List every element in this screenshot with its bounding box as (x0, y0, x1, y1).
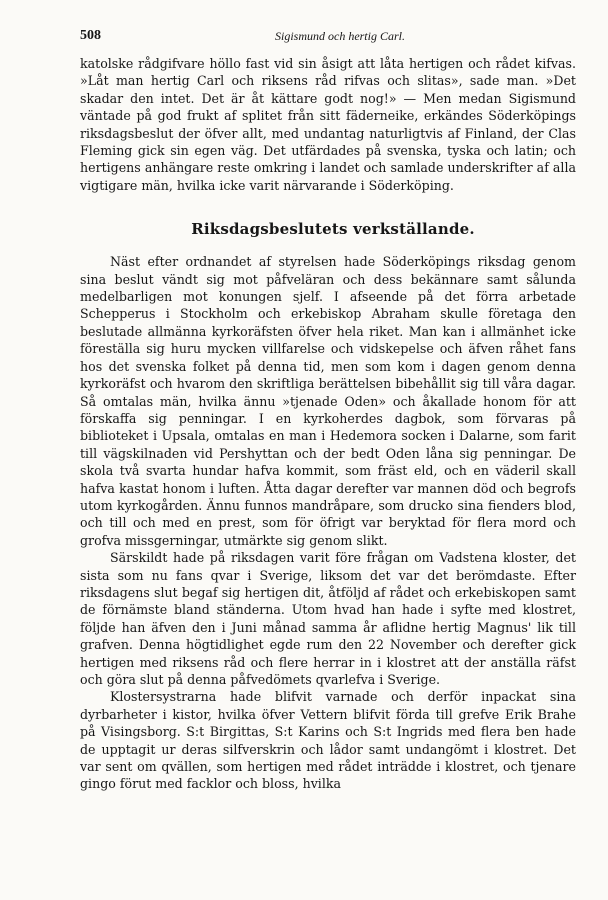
paragraph-klostersystrarna: Klostersystrarna hade blifvit varnade och derför inpackat sina dyrbarheter i kistor, hvilka öfver Vettern blifvit förda till grefve Erik Brahe på Visingsborg. S:t Birgittas, S:t Karins och S:t Ingrids med flera ben hade de upptagit ur deras silfverskrin och lådor samt undangömt i klostret. Det var sent om qvällen, som hertigen med rådet inträdde i klostret, och tjenare gingo förut med facklor och bloss, hvilka (80, 689, 576, 792)
page-header (80, 28, 580, 48)
spacer (80, 194, 576, 219)
paragraph-kyrkorafst: Näst efter ordnandet af styrelsen hade Söderköpings riksdag genom sina beslut vändt sig mot påfveläran och dess bekännare samt sålunda medelbarligen mot konungen sjelf. I afseende på det förra arbetade Schepperus i Stockholm och erkebiskop Abraham skulle företaga den beslutade allmänna kyrkoräfsten öfver hela riket. Man kan i allmänhet icke föreställa sig huru mycken villfarelse och vidskepelse och äfven råhet fans hos det svenska folket på denna tid, men som kom i dagen genom denna kyrkoräfst och hvarom den skriftliga berättelsen bibehållit sig till våra dagar. Så omtalas män, hvilka ännu »tjenade Oden» och åkallade honom för att förskaffa sig penningar. I en kyrkoherdes dagbok, som förvaras på biblioteket i Upsala, omtalas en man i Hedemora socken i Dalarne, som farit till vägskilnaden vid Pershyttan och der bedt Oden låna sig penningar. De skola två svarta hundar hafva kommit, som fräst eld, och en väderil skall hafva kastat honom i luften. Åtta dagar derefter var mannen död och begrofs utom kyrkogården. Ännu funnos mandråpare, som drucko sina fienders blod, och till och med en prest, som för öfrigt var beryktad för flera mord och grofva missgerningar, utmärkte sig genom slikt. (80, 254, 576, 548)
running-title: Sigismund och hertig Carl. (274, 29, 405, 43)
paragraph-continuation: katolske rådgifvare höllo fast vid sin åsigt att låta hertigen och rådet kifvas. »Låt man hertig Carl och riksens råd rifvas och slitas», sade man. »Det skadar den intet. Det är åt kättare godt nog!» — Men medan Sigismund väntade på god frukt af splitet från sitt fäderneike, erkändes Söderköpings riksdagsbeslut der öfver allt, med undantag naturligtvis af Finland, der Clas Fleming gick sin egen väg. Det utfärdades på svenska, tyska och latin; och hertigens anhängare reste omkring i landet och samlade underskrifter af alla vigtigare män, hvilka icke varit närvarande i Söderköping. (80, 56, 576, 193)
page-number: 508 (80, 28, 101, 43)
paragraph-vadstena: Särskildt hade på riksdagen varit före frågan om Vadstena kloster, det sista som nu fans qvar i Sverige, liksom det var det berömdaste. Efter riksdagens slut begaf sig hertigen dit, åtföljd af rådet och erkebiskopen samt de förnämste bland ständerna. Utom hvad han hade i syfte med klostret, följde han äfven den i Juni månad samma år aflidne hertig Magnus' lik till grafven. Denna högtidlighet egde rum den 22 November och derefter gick hertigen med riksens råd och flere herrar in i klostret att der anställa räfst och göra slut på denna påfvedömets qvarlefva i Sverige. (80, 550, 576, 687)
spacer (80, 239, 576, 253)
section-heading: Riksdagsbeslutets verkställande. (191, 220, 475, 239)
body-text (80, 55, 576, 793)
